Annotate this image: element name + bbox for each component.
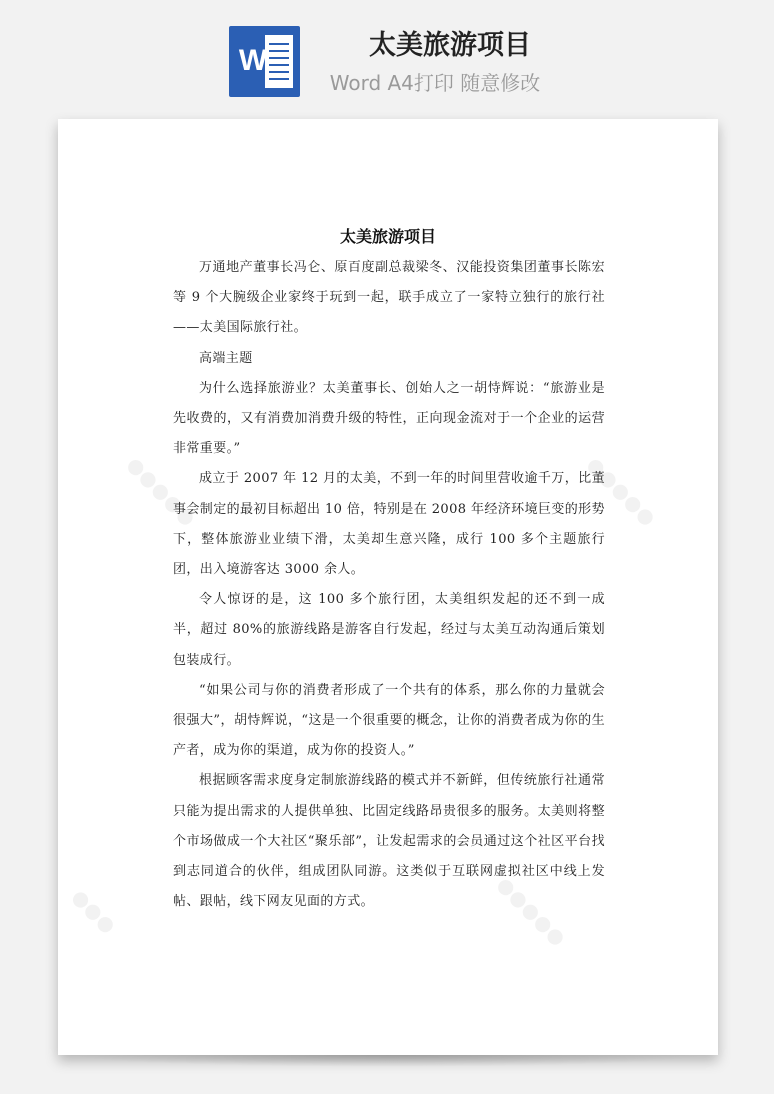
watermark-decoration: ●●●●● (582, 451, 661, 531)
document-body (173, 253, 605, 917)
watermark-decoration: ●●● (67, 884, 122, 938)
body-paragraph: 令人惊讶的是，这 100 多个旅行团，太美组织发起的还不到一成半，超过 80%的旅游线路是游客自行发起，经过与太美互动沟通后策划包装成行。 (173, 592, 605, 668)
document-page (58, 119, 718, 1055)
body-paragraph: “如果公司与你的消费者形成了一个共有的体系，那么你的力量就会很强大”，胡恃辉说，“这是一个很重要的概念，让你的消费者成为你的生产者，成为你的渠道，成为你的投资人。” (173, 682, 605, 759)
section-heading: 高端主题 (199, 350, 253, 366)
banner-subtitle: Word A4打印 随意修改 (329, 71, 541, 95)
word-logo-letter: W (238, 44, 268, 77)
body-paragraph: 成立于 2007 年 12 月的太美，不到一年的时间里营收逾千万，比董事会制定的最初目标超出 10 倍，特别是在 2008 年经济环境巨变的形势下，整体旅游业业绩下滑，太美却生意兴隆，成行 100 多个主题旅行团，出入境游客达 3000 余人。 (173, 471, 605, 578)
word-logo-icon (229, 26, 300, 97)
page-shadow (70, 1055, 706, 1067)
watermark-decoration: ●●●●● (492, 871, 571, 951)
watermark-decoration: ●●●●● (122, 451, 201, 531)
body-paragraph: 根据顾客需求度身定制旅游线路的模式并不新鲜，但传统旅行社通常只能为提出需求的人提供单独、比固定线路昂贵很多的服务。太美则将整个市场做成一个大社区“聚乐部”，让发起需求的会员通过这个社区平台找到志同道合的伙伴，组成团队同游。这类似于互联网虚拟社区中线上发帖、跟帖，线下网友见面的方式。 (173, 773, 605, 910)
banner-title: 太美旅游项目 (369, 30, 531, 61)
body-paragraph: 为什么选择旅游业？太美董事长、创始人之一胡恃辉说：“旅游业是先收费的，又有消费加消费升级的特性，正向现金流对于一个企业的运营非常重要。” (173, 380, 605, 457)
document-title: 太美旅游项目 (339, 227, 436, 246)
body-paragraph: 万通地产董事长冯仑、原百度副总裁梁冬、汉能投资集团董事长陈宏等 9 个大腕级企业家终于玩到一起，联手成立了一家特立独行的旅行社——太美国际旅行社。 (173, 260, 605, 336)
top-banner (0, 0, 774, 118)
